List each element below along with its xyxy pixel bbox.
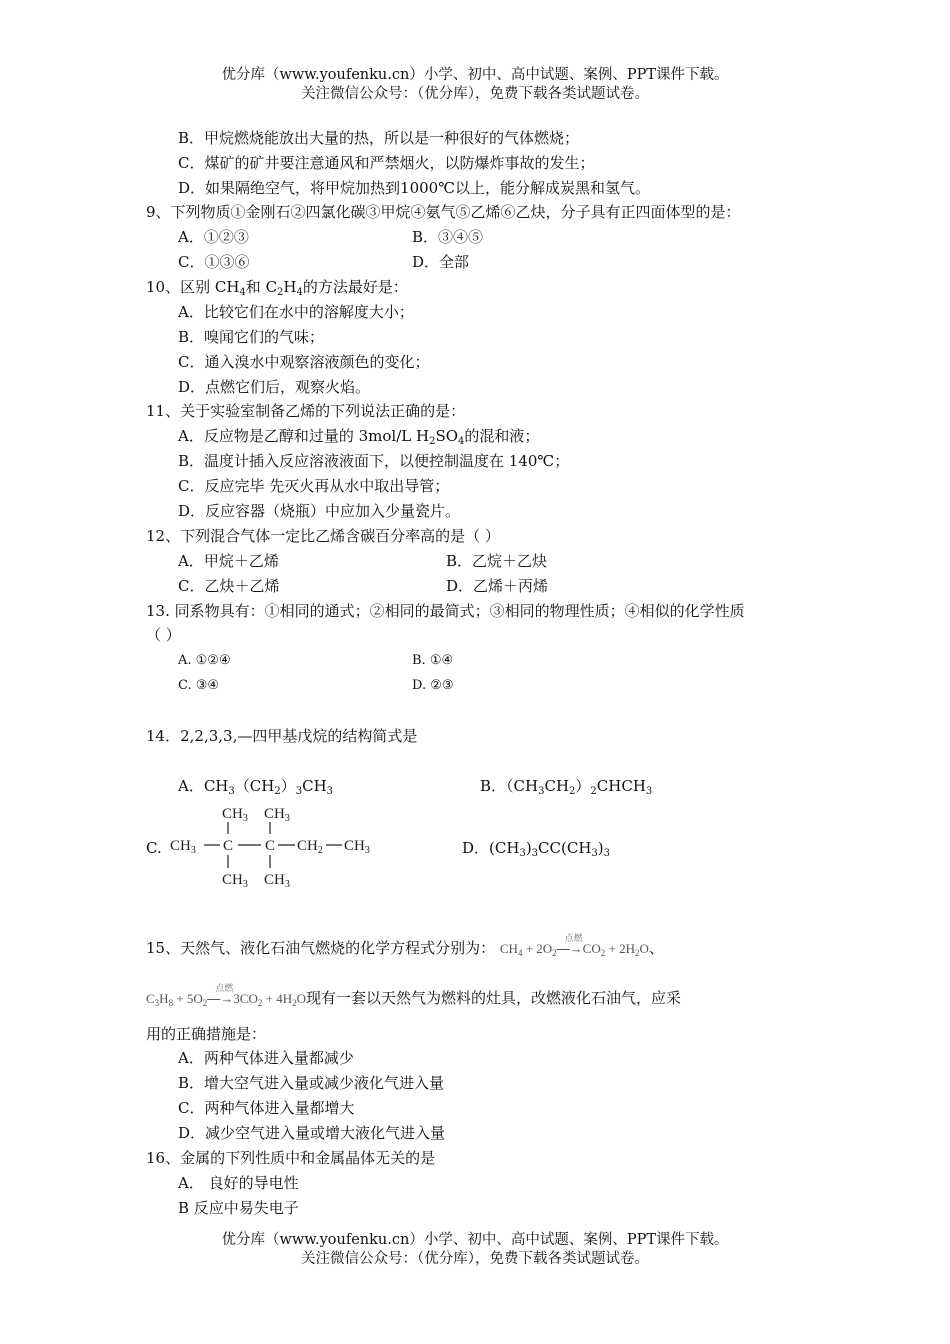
q9-stem: 9、下列物质①金刚石②四氯化碳③甲烷④氨气⑤乙烯⑥乙炔，分子具有正四面体型的是： xyxy=(146,203,741,221)
q9-option-a: A．①②③ xyxy=(178,228,249,246)
q12-option-b: B．乙烷＋乙炔 xyxy=(446,552,548,570)
q9-option-d: D．全部 xyxy=(412,253,470,271)
q12-option-c: C．乙炔＋乙烯 xyxy=(178,577,280,595)
q10-option-c: C．通入溴水中观察溶液颜色的变化； xyxy=(178,353,430,371)
q13-option-b: B. ①④ xyxy=(412,653,454,668)
q13-stem: 13. 同系物具有：①相同的通式；②相同的最简式；③相同的物理性质；④相似的化学性质 xyxy=(146,602,745,620)
q9-option-c: C．①③⑥ xyxy=(178,253,250,271)
header-line-1: 优分库（www.youfenku.cn）小学、初中、高中试题、案例、PPT课件下载。 xyxy=(221,67,729,83)
q10-stem: 10、区别 $CH_4$和 $C_2H_4$的方法最好是： xyxy=(146,278,408,298)
ch3-left: $CH_3$ xyxy=(170,838,196,856)
q16-stem: 16、金属的下列性质中和金属晶体无关的是 xyxy=(146,1149,436,1167)
q11-option-b: B．温度计插入反应溶液液面下，以便控制温度在 140℃； xyxy=(178,452,570,470)
footer-line-2: 关注微信公众号：（优分库），免费下载各类试题试卷。 xyxy=(301,1251,649,1267)
q14-option-b: B．$(CH_3CH_2)_2CHCH_3$ xyxy=(480,777,653,797)
q15-stem-line2: $C_3H_8 + 5O_2$ 点燃 $⎯⎯\to 3CO_2 + 4H_2O$现有一套以天然气为燃料的灶具，改燃液化石油气，应采 xyxy=(146,983,681,1008)
carbon-2: C xyxy=(265,838,276,854)
q15-option-a: A．两种气体进入量都减少 xyxy=(178,1049,354,1067)
ch3-top-1: $CH_3$ xyxy=(222,806,248,824)
q11-option-c: C．反应完毕 先灭火再从水中取出导管； xyxy=(178,477,450,495)
q13-option-d: D. ②③ xyxy=(412,678,454,693)
ch3-top-2: $CH_3$ xyxy=(264,806,290,824)
q15-stem-line3: 用的正确措施是： xyxy=(146,1025,267,1043)
q11-stem: 11、关于实验室制备乙烯的下列说法正确的是： xyxy=(146,402,466,420)
q8-option-c: C．煤矿的矿井要注意通风和严禁烟火，以防爆炸事故的发生； xyxy=(178,154,595,172)
ch3-bottom-1: $CH_3$ xyxy=(222,872,248,890)
footer-line-1: 优分库（www.youfenku.cn）小学、初中、高中试题、案例、PPT课件下载。 xyxy=(221,1232,729,1248)
q8-option-d: D．如果隔绝空气，将甲烷加热到1000℃以上，能分解成炭黑和氢气。 xyxy=(178,179,650,197)
q14-stem: 14．2,2,3,3,—四甲基戊烷的结构简式是 xyxy=(146,727,418,745)
q16-option-a: A． 良好的导电性 xyxy=(178,1174,299,1192)
ch3-bottom-2: $CH_3$ xyxy=(264,872,290,890)
q14-option-d: D．$(CH_3)_3CC(CH_3)_3$ xyxy=(462,839,611,859)
q15-equation-2: $C_3H_8 + 5O_2$ 点燃 $⎯⎯\to 3CO_2 + 4H_2O$ xyxy=(146,983,306,1008)
q8-option-b: B．甲烷燃烧能放出大量的热，所以是一种很好的气体燃烧； xyxy=(178,129,580,147)
q15-equation-1: $CH_4 + 2O_2$ 点燃 $⎯⎯\to CO_2 + 2H_2O$ xyxy=(499,933,649,958)
header-line-2: 关注微信公众号：（优分库），免费下载各类试题试卷。 xyxy=(301,86,649,102)
q11-option-a: A．反应物是乙醇和过量的 3mol/L $H_2SO_4$的混和液； xyxy=(178,427,540,447)
q15-option-c: C．两种气体进入量都增大 xyxy=(178,1099,355,1117)
q9-option-b: B．③④⑤ xyxy=(412,228,484,246)
q10-option-b: B．嗅闻它们的气味； xyxy=(178,328,325,346)
q15-option-b: B．增大空气进入量或减少液化气进入量 xyxy=(178,1074,445,1092)
q14-option-c-label: C. xyxy=(146,839,162,857)
q15-stem-line1: 15、天然气、液化石油气燃烧的化学方程式分别为： $CH_4 + 2O_2$ 点燃 $⎯⎯\to CO_2 + 2H_2O$、 xyxy=(146,933,664,958)
ch3-right: $CH_3$ xyxy=(344,838,370,856)
q10-option-d: D．点燃它们后，观察火焰。 xyxy=(178,378,371,396)
q16-option-b: B 反应中易失电子 xyxy=(178,1199,299,1217)
q13-option-a: A. ①②④ xyxy=(178,653,231,668)
q10-option-a: A．比较它们在水中的溶解度大小； xyxy=(178,303,414,321)
carbon-1: C xyxy=(223,838,234,854)
ch2: $CH_2$ xyxy=(297,838,323,856)
q12-option-a: A．甲烷＋乙烯 xyxy=(178,552,279,570)
q12-stem: 12、下列混合气体一定比乙烯含碳百分率高的是（ ） xyxy=(146,527,500,545)
q14-option-c-structure xyxy=(168,800,388,892)
q13-option-c: C. ③④ xyxy=(178,678,220,693)
q14-option-a: A．$CH_3(CH_2)_3CH_3$ xyxy=(178,777,334,797)
q13-paren: （ ） xyxy=(146,626,181,644)
q15-option-d: D．减少空气进入量或增大液化气进入量 xyxy=(178,1124,446,1142)
q12-option-d: D．乙烯＋丙烯 xyxy=(446,577,549,595)
q11-option-d: D．反应容器（烧瓶）中应加入少量瓷片。 xyxy=(178,502,461,520)
